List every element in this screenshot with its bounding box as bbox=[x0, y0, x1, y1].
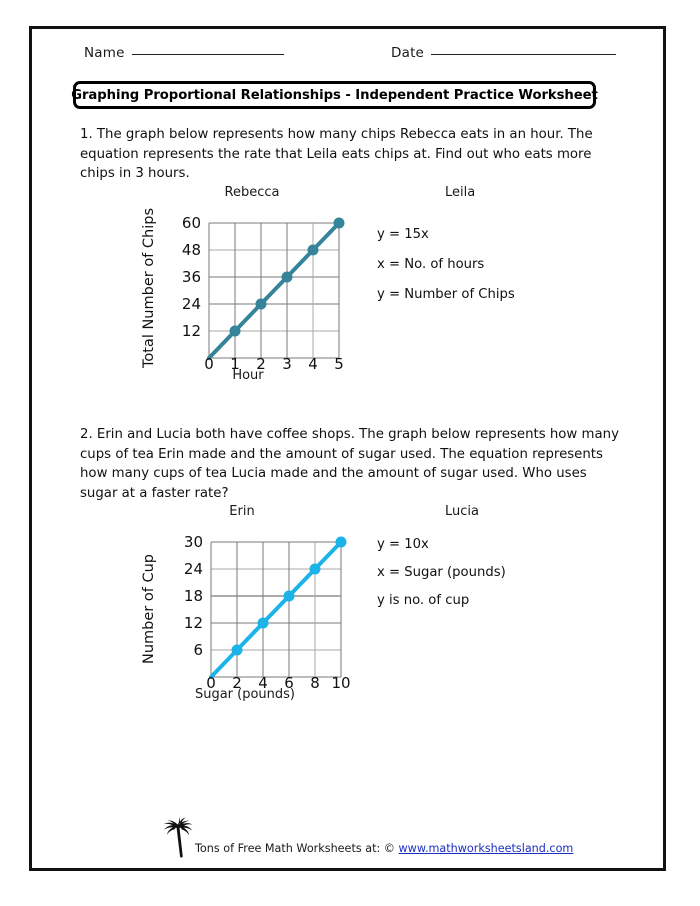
equation-panel-lucia-title: Lucia bbox=[445, 504, 479, 519]
date-field[interactable] bbox=[391, 45, 616, 61]
equation-panel-lucia-lines bbox=[377, 531, 617, 615]
chart-erin-ylabel: Number of Cup bbox=[141, 554, 157, 664]
svg-text:6: 6 bbox=[284, 674, 294, 689]
equation-line: x = No. of hours bbox=[377, 257, 485, 272]
name-date-row bbox=[84, 45, 629, 67]
footer-credit bbox=[195, 842, 573, 855]
chart-rebecca-ytick-12: 12 bbox=[181, 322, 201, 340]
chart-erin-ytick-6: 6 bbox=[193, 641, 203, 659]
equation-panel-leila-title: Leila bbox=[445, 185, 476, 200]
worksheet-title-box bbox=[73, 81, 596, 109]
svg-text:8: 8 bbox=[310, 674, 320, 689]
date-write-line[interactable] bbox=[431, 54, 616, 55]
chart-erin-title: Erin bbox=[229, 504, 255, 519]
footer-credit-text: Tons of Free Math Worksheets at: © bbox=[195, 842, 399, 855]
svg-text:5: 5 bbox=[334, 355, 344, 370]
date-label: Date bbox=[391, 45, 425, 61]
chart-rebecca-ytick-36: 36 bbox=[181, 268, 201, 286]
chart-erin-ytick-12: 12 bbox=[183, 614, 203, 632]
svg-text:0: 0 bbox=[206, 674, 216, 689]
chart-rebecca-line bbox=[209, 223, 339, 358]
equation-panel-lucia bbox=[377, 503, 617, 615]
mathworksheetsland-link[interactable]: www.mathworksheetsland.com bbox=[398, 842, 574, 855]
chart-rebecca-ytick-60: 60 bbox=[181, 214, 201, 232]
footer bbox=[32, 815, 663, 870]
name-field[interactable] bbox=[84, 45, 284, 61]
chart-rebecca-title: Rebecca bbox=[224, 185, 280, 200]
svg-text:2: 2 bbox=[256, 355, 266, 370]
chart-rebecca bbox=[127, 184, 367, 383]
equation-line: x = Sugar (pounds) bbox=[377, 565, 506, 580]
chart-erin-ytick-18: 18 bbox=[183, 587, 203, 605]
name-write-line[interactable] bbox=[132, 54, 284, 55]
equation-line: y is no. of cup bbox=[377, 593, 470, 608]
equation-panel-leila bbox=[377, 184, 617, 310]
chart-erin-line bbox=[211, 542, 341, 677]
chart-rebecca-ytick-48: 48 bbox=[181, 241, 201, 259]
chart-rebecca-xlabel: Hour bbox=[232, 368, 264, 383]
name-label: Name bbox=[84, 45, 125, 61]
page-title: Graphing Proportional Relationships - Independent Practice Worksheet bbox=[71, 87, 598, 103]
chart-erin-xlabel: Sugar (pounds) bbox=[194, 687, 296, 702]
chart-rebecca-ylabel: Total Number of Chips bbox=[141, 207, 157, 369]
chart-erin-ytick-30: 30 bbox=[183, 533, 203, 551]
chart-erin-ytick-24: 24 bbox=[183, 560, 203, 578]
chart-rebecca-plot bbox=[127, 202, 367, 370]
palm-tree-icon bbox=[161, 815, 195, 859]
question-1-text: 1. The graph below represents how many chips Rebecca eats in an hour. The equation represents the rate that Leila eats chips at. Find out who eats more chips in 3 hours. bbox=[80, 127, 593, 181]
chart-erin-plot bbox=[127, 521, 367, 689]
equation-line: y = Number of Chips bbox=[377, 287, 515, 302]
equation-panel-leila-lines bbox=[377, 220, 617, 310]
worksheet-page-border bbox=[29, 26, 666, 871]
chart-rebecca-ytick-24: 24 bbox=[181, 295, 201, 313]
equation-line: y = 10x bbox=[377, 537, 429, 552]
svg-text:3: 3 bbox=[282, 355, 292, 370]
svg-text:1: 1 bbox=[230, 355, 240, 370]
svg-text:4: 4 bbox=[258, 674, 268, 689]
svg-text:0: 0 bbox=[204, 355, 214, 370]
svg-text:2: 2 bbox=[232, 674, 242, 689]
svg-text:4: 4 bbox=[308, 355, 318, 370]
svg-text:10: 10 bbox=[331, 674, 351, 689]
equation-line: y = 15x bbox=[377, 227, 429, 242]
question-2-text: 2. Erin and Lucia both have coffee shops. The graph below represents how many cups of tea Erin made and the amount of sugar used. The equation represents how many cups of tea Lucia made and the amount of sugar used. Who uses sugar at a faster rate? bbox=[80, 427, 619, 501]
chart-erin bbox=[127, 503, 367, 702]
